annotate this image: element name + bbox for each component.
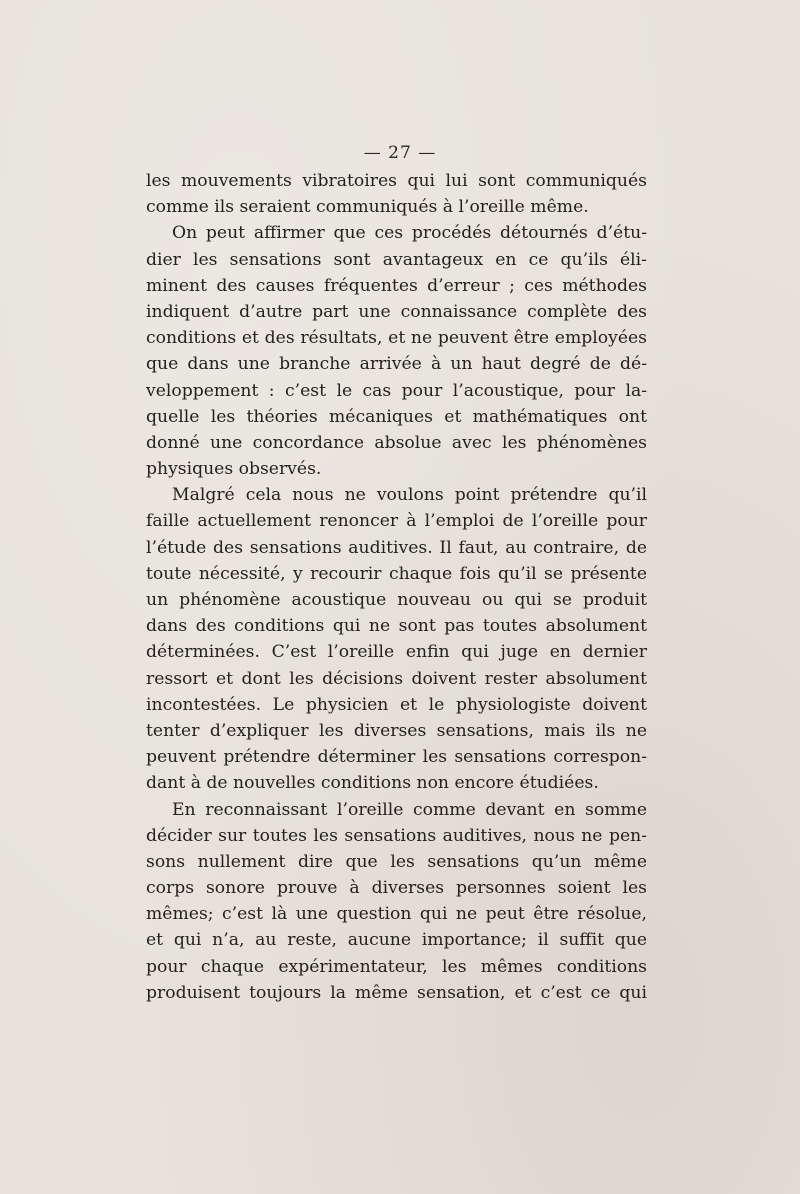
text-line: minent des causes fréquentes d’erreur ; ces méthodes [146,275,647,296]
text-line: et qui n’a, au reste, aucune importance; il suffit que [146,930,647,951]
text-line: dier les sensations sont avantageux en ce qu’ils éli- [146,249,647,270]
text-line: mêmes; c’est là une question qui ne peut être résolue, [146,904,647,925]
body-text [146,168,647,1006]
text-line: dans des conditions qui ne sont pas toutes absolument [146,616,647,637]
text-line: tenter d’expliquer les diverses sensations, mais ils ne [146,720,647,741]
text-line: pour chaque expérimentateur, les mêmes conditions [146,956,647,977]
text-line: toute nécessité, y recourir chaque fois qu’il se présente [146,563,647,584]
text-line: conditions et des résultats, et ne peuvent être employées [146,328,647,349]
text-line: incontestées. Le physicien et le physiologiste doivent [146,694,647,715]
text-line: sons nullement dire que les sensations qu’un même [146,851,647,872]
text-line: veloppement : c’est le cas pour l’acoustique, pour la- [146,380,647,401]
text-line: Malgré cela nous ne voulons point prétendre qu’il [172,485,647,506]
page-number: — 27 — [363,143,437,163]
text-line: donné une concordance absolue avec les phénomènes [146,432,647,453]
text-line: décider sur toutes les sensations auditives, nous ne pen- [146,825,647,846]
text-line: quelle les théories mécaniques et mathématiques ont [146,406,647,427]
text-line: ressort et dont les décisions doivent rester absolument [146,668,647,689]
text-line: On peut affirmer que ces procédés détournés d’étu- [172,223,647,244]
text-line: corps sonore prouve à diverses personnes soient les [146,878,647,899]
text-line: dant à de nouvelles conditions non encore étudiées. [146,773,599,794]
text-line: peuvent prétendre déterminer les sensations correspon- [146,747,647,768]
text-line: produisent toujours la même sensation, et c’est ce qui [146,982,647,1003]
text-line: indiquent d’autre part une connaissance complète des [146,301,647,322]
text-line: physiques observés. [146,459,322,480]
text-line: faille actuellement renoncer à l’emploi de l’oreille pour [146,511,647,532]
text-line: les mouvements vibratoires qui lui sont communiqués [146,171,647,191]
text-line: que dans une branche arrivée à un haut degré de dé- [146,354,647,375]
text-line: comme ils seraient communiqués à l’oreille même. [146,197,589,218]
text-line: l’étude des sensations auditives. Il faut, au contraire, de [146,537,647,558]
text-line: déterminées. C’est l’oreille enfin qui juge en dernier [146,642,647,663]
text-line: En reconnaissant l’oreille comme devant en somme [172,799,647,820]
text-line: un phénomène acoustique nouveau ou qui se produit [146,590,647,610]
